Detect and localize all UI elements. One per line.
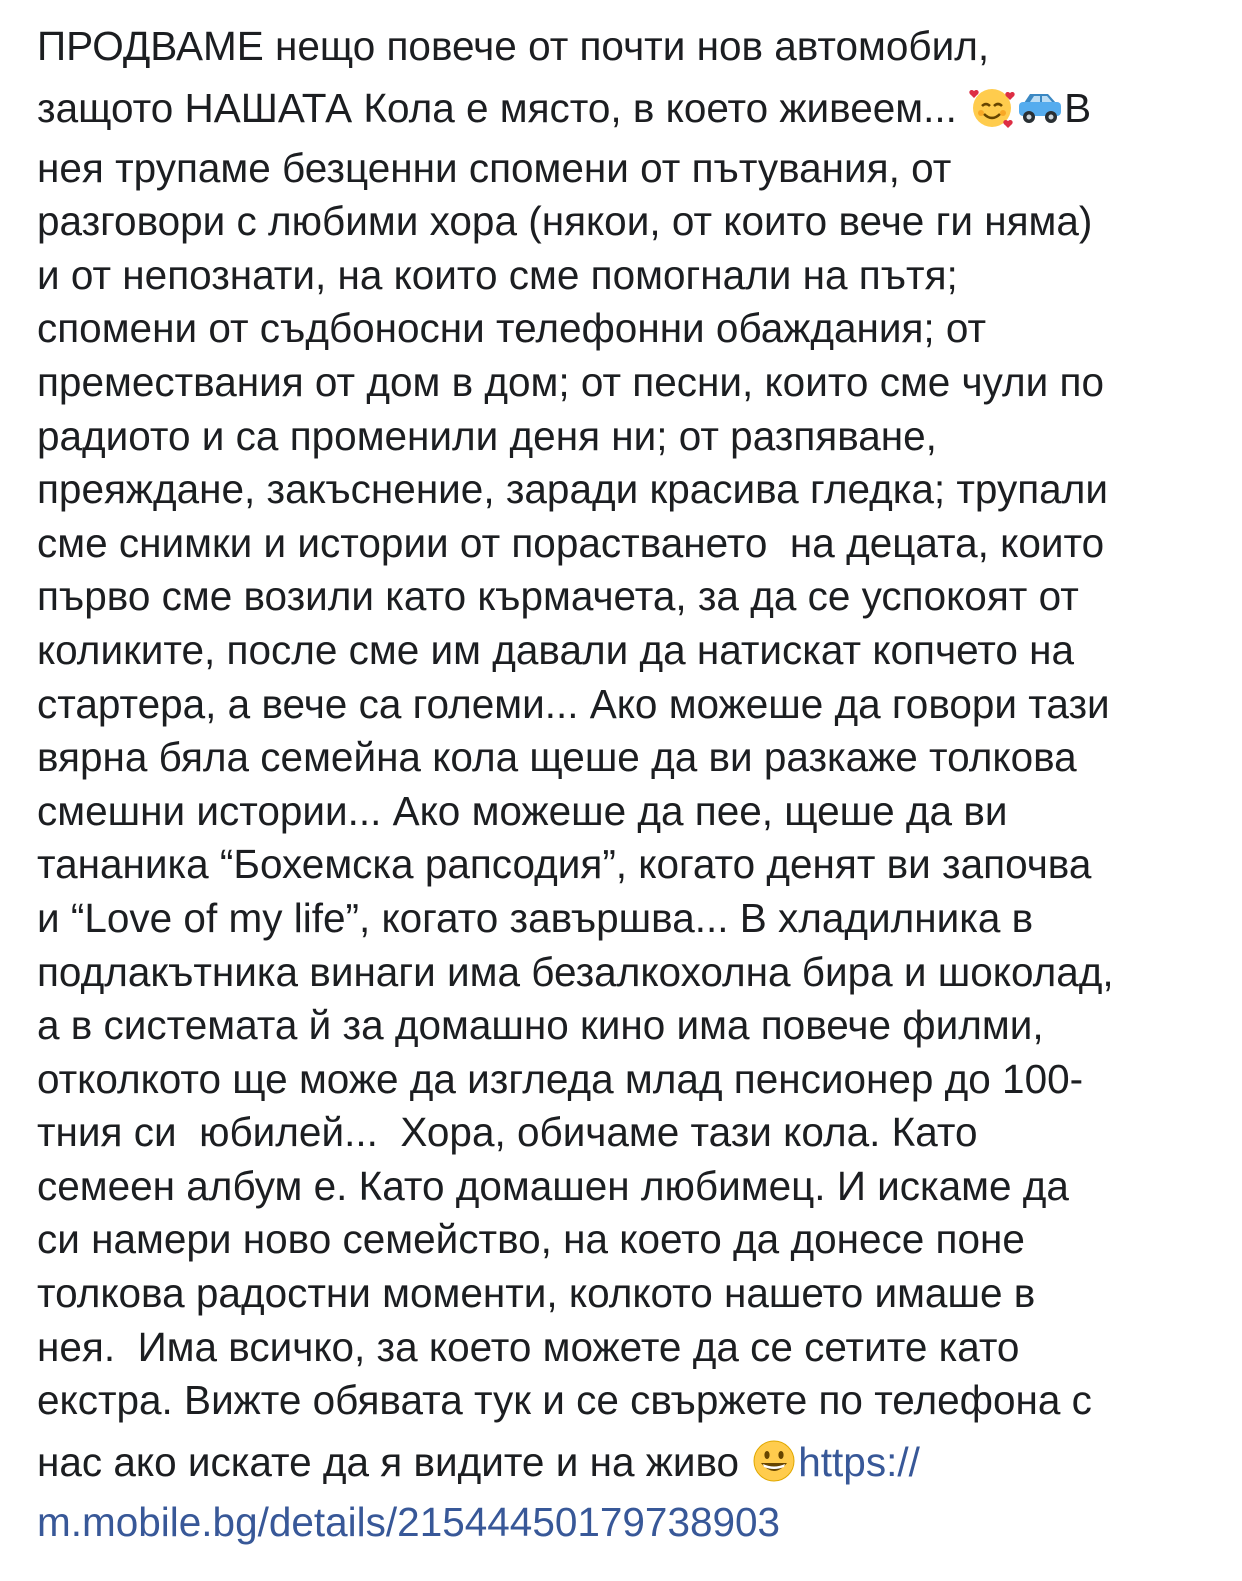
post-line: екстра. Вижте обявата тук и се свържете по телефона с (37, 1377, 1092, 1424)
post-line: сме снимки и истории от порастването на децата, които (37, 519, 1105, 566)
post-line: тния си юбилей... Хора, обичаме тази кола. Като (37, 1109, 978, 1156)
post-line: коликите, после сме им давали да натискат копчето на (37, 626, 1075, 673)
post-line-text: нас ако искате да я видите и на живо (37, 1438, 751, 1485)
post-line: смешни истории... Ако можеше да пее, щеше да ви (37, 787, 1008, 834)
post-line: семеен албум е. Като домашен любимец. И искаме да (37, 1162, 1069, 1209)
post-line: първо сме возили като кърмачета, за да се успокоят от (37, 573, 1079, 620)
listing-link[interactable]: m.mobile.bg/details/21544450179738903 (37, 1498, 781, 1545)
post-line: вярна бяла семейна кола щеше да ви разкаже толкова (37, 734, 1077, 781)
listing-link[interactable]: https:// (798, 1438, 920, 1485)
post-line (37, 1428, 1217, 1496)
post-line: отколкото ще може да изгледа млад пенсионер до 100- (37, 1055, 1084, 1102)
post-text (37, 20, 1217, 1549)
post-line: ПРОДВАМЕ нещо повече от почти нов автомобил, (37, 23, 990, 69)
post-line: преяждане, закъснение, заради красива гледка; трупали (37, 466, 1108, 513)
post-line: спомени от съдбоносни телефонни обаждания; от (37, 305, 987, 352)
post-line: толкова радостни моменти, колкото нашето имаше в (37, 1270, 1036, 1317)
grinning-face-icon (750, 1439, 798, 1483)
post-line: разговори с любими хора (някои, от които вече ги няма) (37, 198, 1093, 245)
post-line (37, 74, 1217, 142)
smiling-face-with-hearts-icon (968, 85, 1016, 129)
post-line-text: В (1064, 84, 1092, 131)
post-line: подлакътника винаги има безалкохолна бира и шоколад, (37, 948, 1114, 995)
post-line: тананика “Бохемска рапсодия”, когато денят ви започва (37, 841, 1092, 888)
post-line: си намери ново семейство, на което да донесе поне (37, 1216, 1025, 1263)
post-line: и “Love of my life”, когато завършва... В хладилника в (37, 894, 1034, 941)
post-line: а в системата й за домашно кино има повече филми, (37, 1002, 1044, 1049)
post-line: стартера, а вече са големи... Ако можеше да говори тази (37, 680, 1110, 727)
automobile-icon (1016, 85, 1064, 129)
post-line: и от непознати, на които сме помогнали на пътя; (37, 251, 958, 298)
post-line: нея трупаме безценни спомени от пътувания, от (37, 144, 952, 191)
post-line-text: защото НАШАТА Кола е място, в което живеем... (37, 84, 969, 131)
post-line: радиото и са променили деня ни; от разпяване, (37, 412, 937, 459)
post-line: премествания от дом в дом; от песни, които сме чули по (37, 358, 1104, 405)
post-line: нея. Има всичко, за което можете да се сетите като (37, 1323, 1020, 1370)
